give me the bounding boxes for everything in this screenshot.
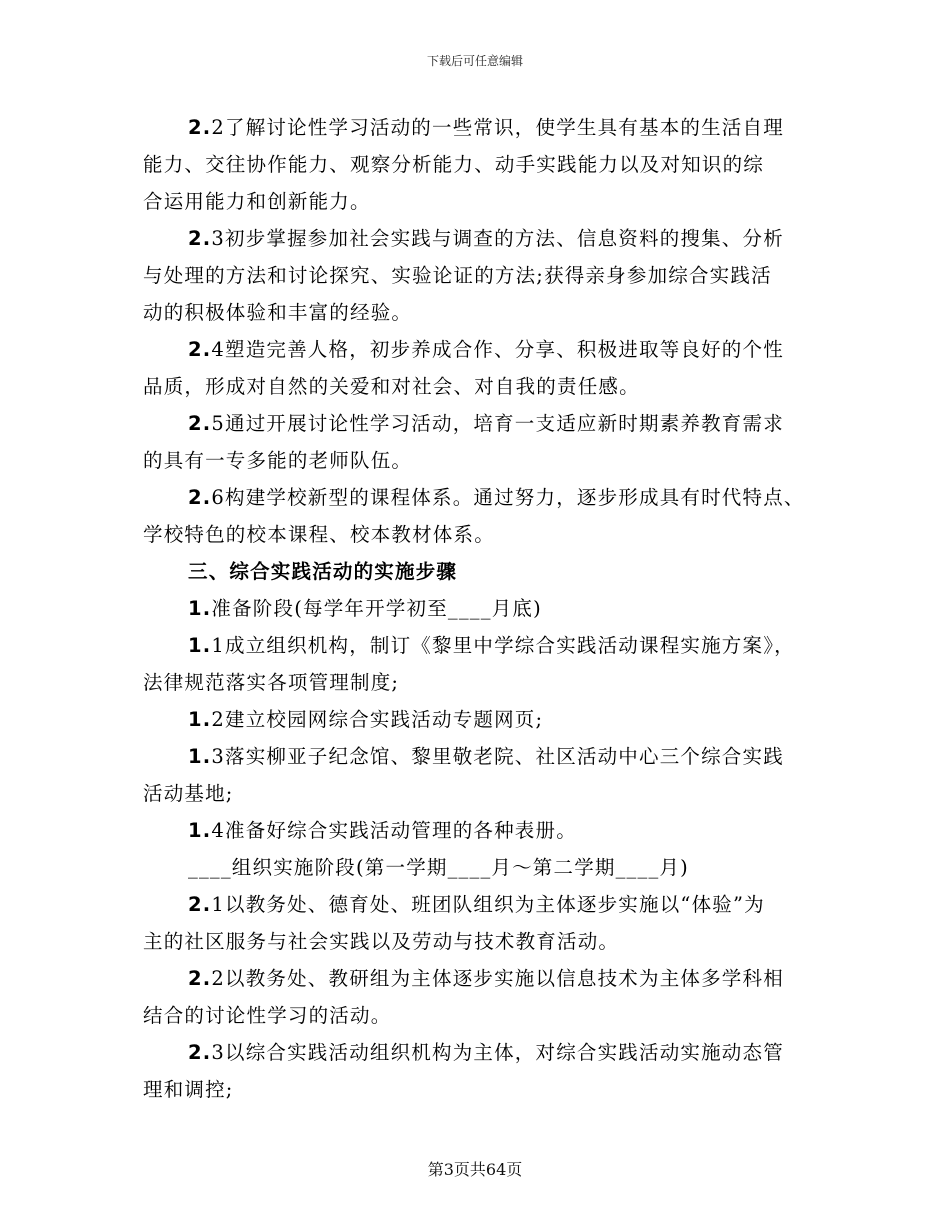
item-number: 2. bbox=[188, 893, 212, 916]
line-text: 3以综合实践活动组织机构为主体，对综合实践活动实施动态管 bbox=[211, 1041, 784, 1064]
item-number: 2. bbox=[188, 412, 212, 435]
line-text: 准备阶段(每学年开学初至____月底) bbox=[211, 597, 542, 620]
line-text: 1以教务处、德育处、班团队组织为主体逐步实施以“体验”为 bbox=[211, 893, 765, 916]
line-text: 4塑造完善人格，初步养成合作、分享、积极进取等良好的个性 bbox=[211, 338, 784, 361]
line-text: 4准备好综合实践活动管理的各种表册。 bbox=[211, 819, 577, 842]
line-text: 法律规范落实各项管理制度; bbox=[143, 671, 400, 694]
line-text: 5通过开展讨论性学习活动，培育一支适应新时期素养教育需求 bbox=[211, 412, 784, 435]
paragraph-line bbox=[143, 664, 823, 701]
paragraph-line bbox=[143, 812, 823, 849]
paragraph-line bbox=[143, 701, 823, 738]
paragraph-line bbox=[143, 1071, 823, 1108]
line-text: 2建立校园网综合实践活动专题网页; bbox=[211, 708, 544, 731]
paragraph-line bbox=[143, 257, 823, 294]
paragraph-line bbox=[143, 886, 823, 923]
item-number: 1. bbox=[188, 708, 212, 731]
line-text: 与处理的方法和讨论探究、实验论证的方法;获得亲身参加综合实践活 bbox=[143, 264, 772, 287]
line-text: 主的社区服务与社会实践以及劳动与技术教育活动。 bbox=[143, 930, 620, 953]
item-number: 2. bbox=[188, 338, 212, 361]
item-number: 2. bbox=[188, 227, 212, 250]
paragraph-line bbox=[143, 220, 823, 257]
paragraph-line bbox=[143, 479, 823, 516]
line-text: 3落实柳亚子纪念馆、黎里敬老院、社区活动中心三个综合实践 bbox=[211, 745, 784, 768]
paragraph-line bbox=[143, 627, 823, 664]
item-number: 2. bbox=[188, 967, 212, 990]
paragraph-line bbox=[143, 183, 823, 220]
line-text: 理和调控; bbox=[143, 1078, 234, 1101]
line-text: 6构建学校新型的课程体系。通过努力，逐步形成具有时代特点、 bbox=[211, 486, 805, 509]
line-text: 3初步掌握参加社会实践与调查的方法、信息资料的搜集、分析 bbox=[211, 227, 784, 250]
page-footer: 第3页共64页 bbox=[427, 1160, 523, 1179]
line-text: 2了解讨论性学习活动的一些常识，使学生具有基本的生活自理 bbox=[211, 116, 784, 139]
line-text: 2以教务处、教研组为主体逐步实施以信息技术为主体多学科相 bbox=[211, 967, 784, 990]
line-text: 活动基地; bbox=[143, 782, 234, 805]
document-body bbox=[143, 109, 823, 1108]
paragraph-line bbox=[143, 849, 823, 886]
item-number: 2. bbox=[188, 116, 212, 139]
line-text: 结合的讨论性学习的活动。 bbox=[143, 1004, 392, 1027]
paragraph-line bbox=[143, 331, 823, 368]
item-number: 1. bbox=[188, 597, 212, 620]
paragraph-line bbox=[143, 590, 823, 627]
paragraph-line bbox=[143, 109, 823, 146]
line-text: 学校特色的校本课程、校本教材体系。 bbox=[143, 523, 495, 546]
paragraph-line bbox=[143, 516, 823, 553]
paragraph-line bbox=[143, 146, 823, 183]
item-number: 1. bbox=[188, 745, 212, 768]
paragraph-line bbox=[143, 960, 823, 997]
paragraph-line bbox=[143, 775, 823, 812]
item-number: 2. bbox=[188, 486, 212, 509]
line-text: 能力、交往协作能力、观察分析能力、动手实践能力以及对知识的综 bbox=[143, 153, 765, 176]
line-text: 1成立组织机构，制订《黎里中学综合实践活动课程实施方案》， bbox=[211, 634, 795, 657]
paragraph-line bbox=[143, 923, 823, 960]
item-number: 2. bbox=[188, 1041, 212, 1064]
page-header: 下载后可任意编辑 bbox=[426, 54, 523, 68]
paragraph-line bbox=[143, 442, 823, 479]
paragraph-line bbox=[143, 1034, 823, 1071]
section-heading bbox=[143, 553, 823, 590]
item-number: 1. bbox=[188, 819, 212, 842]
paragraph-line bbox=[143, 368, 823, 405]
line-text: 合运用能力和创新能力。 bbox=[143, 190, 371, 213]
item-number: 1. bbox=[188, 634, 212, 657]
paragraph-line bbox=[143, 405, 823, 442]
line-text: 三、综合实践活动的实施步骤 bbox=[188, 560, 458, 583]
paragraph-line bbox=[143, 738, 823, 775]
line-text: 的具有一专多能的老师队伍。 bbox=[143, 449, 413, 472]
line-text: ____组织实施阶段(第一学期____月～第二学期____月) bbox=[188, 856, 689, 879]
paragraph-line bbox=[143, 294, 823, 331]
line-text: 品质，形成对自然的关爱和对社会、对自我的责任感。 bbox=[143, 375, 640, 398]
line-text: 动的积极体验和丰富的经验。 bbox=[143, 301, 413, 324]
paragraph-line bbox=[143, 997, 823, 1034]
